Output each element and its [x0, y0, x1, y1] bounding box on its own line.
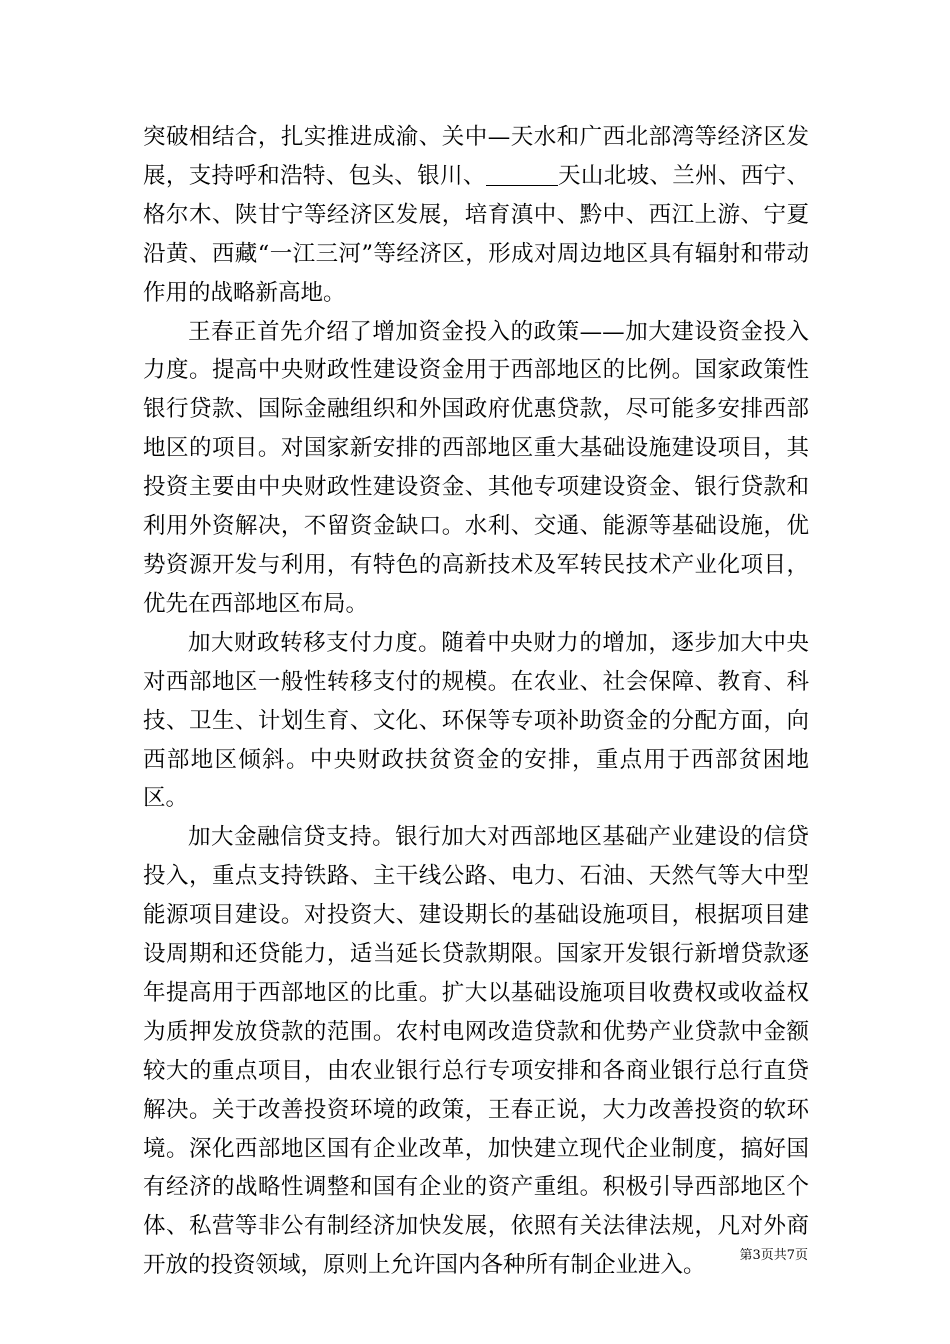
paragraph-3: 加大财政转移支付力度。随着中央财力的增加，逐步加大中央对西部地区一般性转移支付的规模。在农业、社会保障、教育、科技、卫生、计划生育、文化、环保等专项补助资金的分配方面，向西部地区倾斜。中央财政扶贫资金的安排，重点用于西部贫困地区。	[143, 629, 809, 812]
document-body	[143, 118, 809, 1285]
paragraph-1-text-after-blank: 天山北坡、兰州、西宁、格尔木、陕甘宁等经济区发展，培育滇中、黔中、西江上游、宁夏沿黄、西藏“一江三河”等经济区，形成对周边地区具有辐射和带动作用的战略新高地。	[143, 162, 809, 306]
page-number-footer: 第3页共7页	[739, 1248, 808, 1263]
paragraph-1	[143, 118, 809, 313]
paragraph-1-text-before-blank: 突破相结合，扎实推进成渝、关中—天水和广西北部湾等经济区发展，支持呼和浩特、包头、银川、	[143, 124, 809, 189]
fill-in-blank	[486, 163, 558, 186]
paragraph-2: 王春正首先介绍了增加资金投入的政策——加大建设资金投入力度。提高中央财政性建设资金用于西部地区的比例。国家政策性银行贷款、国际金融组织和外国政府优惠贷款，尽可能多安排西部地区的项目。对国家新安排的西部地区重大基础设施建设项目，其投资主要由中央财政性建设资金、其他专项建设资金、银行贷款和利用外资解决，不留资金缺口。水利、交通、能源等基础设施，优势资源开发与利用，有特色的高新技术及军转民技术产业化项目，优先在西部地区布局。	[143, 318, 809, 617]
paragraph-4: 加大金融信贷支持。银行加大对西部地区基础产业建设的信贷投入，重点支持铁路、主干线公路、电力、石油、天然气等大中型能源项目建设。对投资大、建设期长的基础设施项目，根据项目建设周期和还贷能力，适当延长贷款期限。国家开发银行新增贷款逐年提高用于西部地区的比重。扩大以基础设施项目收费权或收益权为质押发放贷款的范围。农村电网改造贷款和优势产业贷款中金额较大的重点项目，由农业银行总行专项安排和各商业银行总行直贷解决。关于改善投资环境的政策，王春正说，大力改善投资的软环境。深化西部地区国有企业改革，加快建立现代企业制度，搞好国有经济的战略性调整和国有企业的资产重组。积极引导西部地区个体、私营等非公有制经济加快发展，依照有关法律法规，凡对外商开放的投资领域，原则上允许国内各种所有制企业进入。	[143, 824, 809, 1279]
